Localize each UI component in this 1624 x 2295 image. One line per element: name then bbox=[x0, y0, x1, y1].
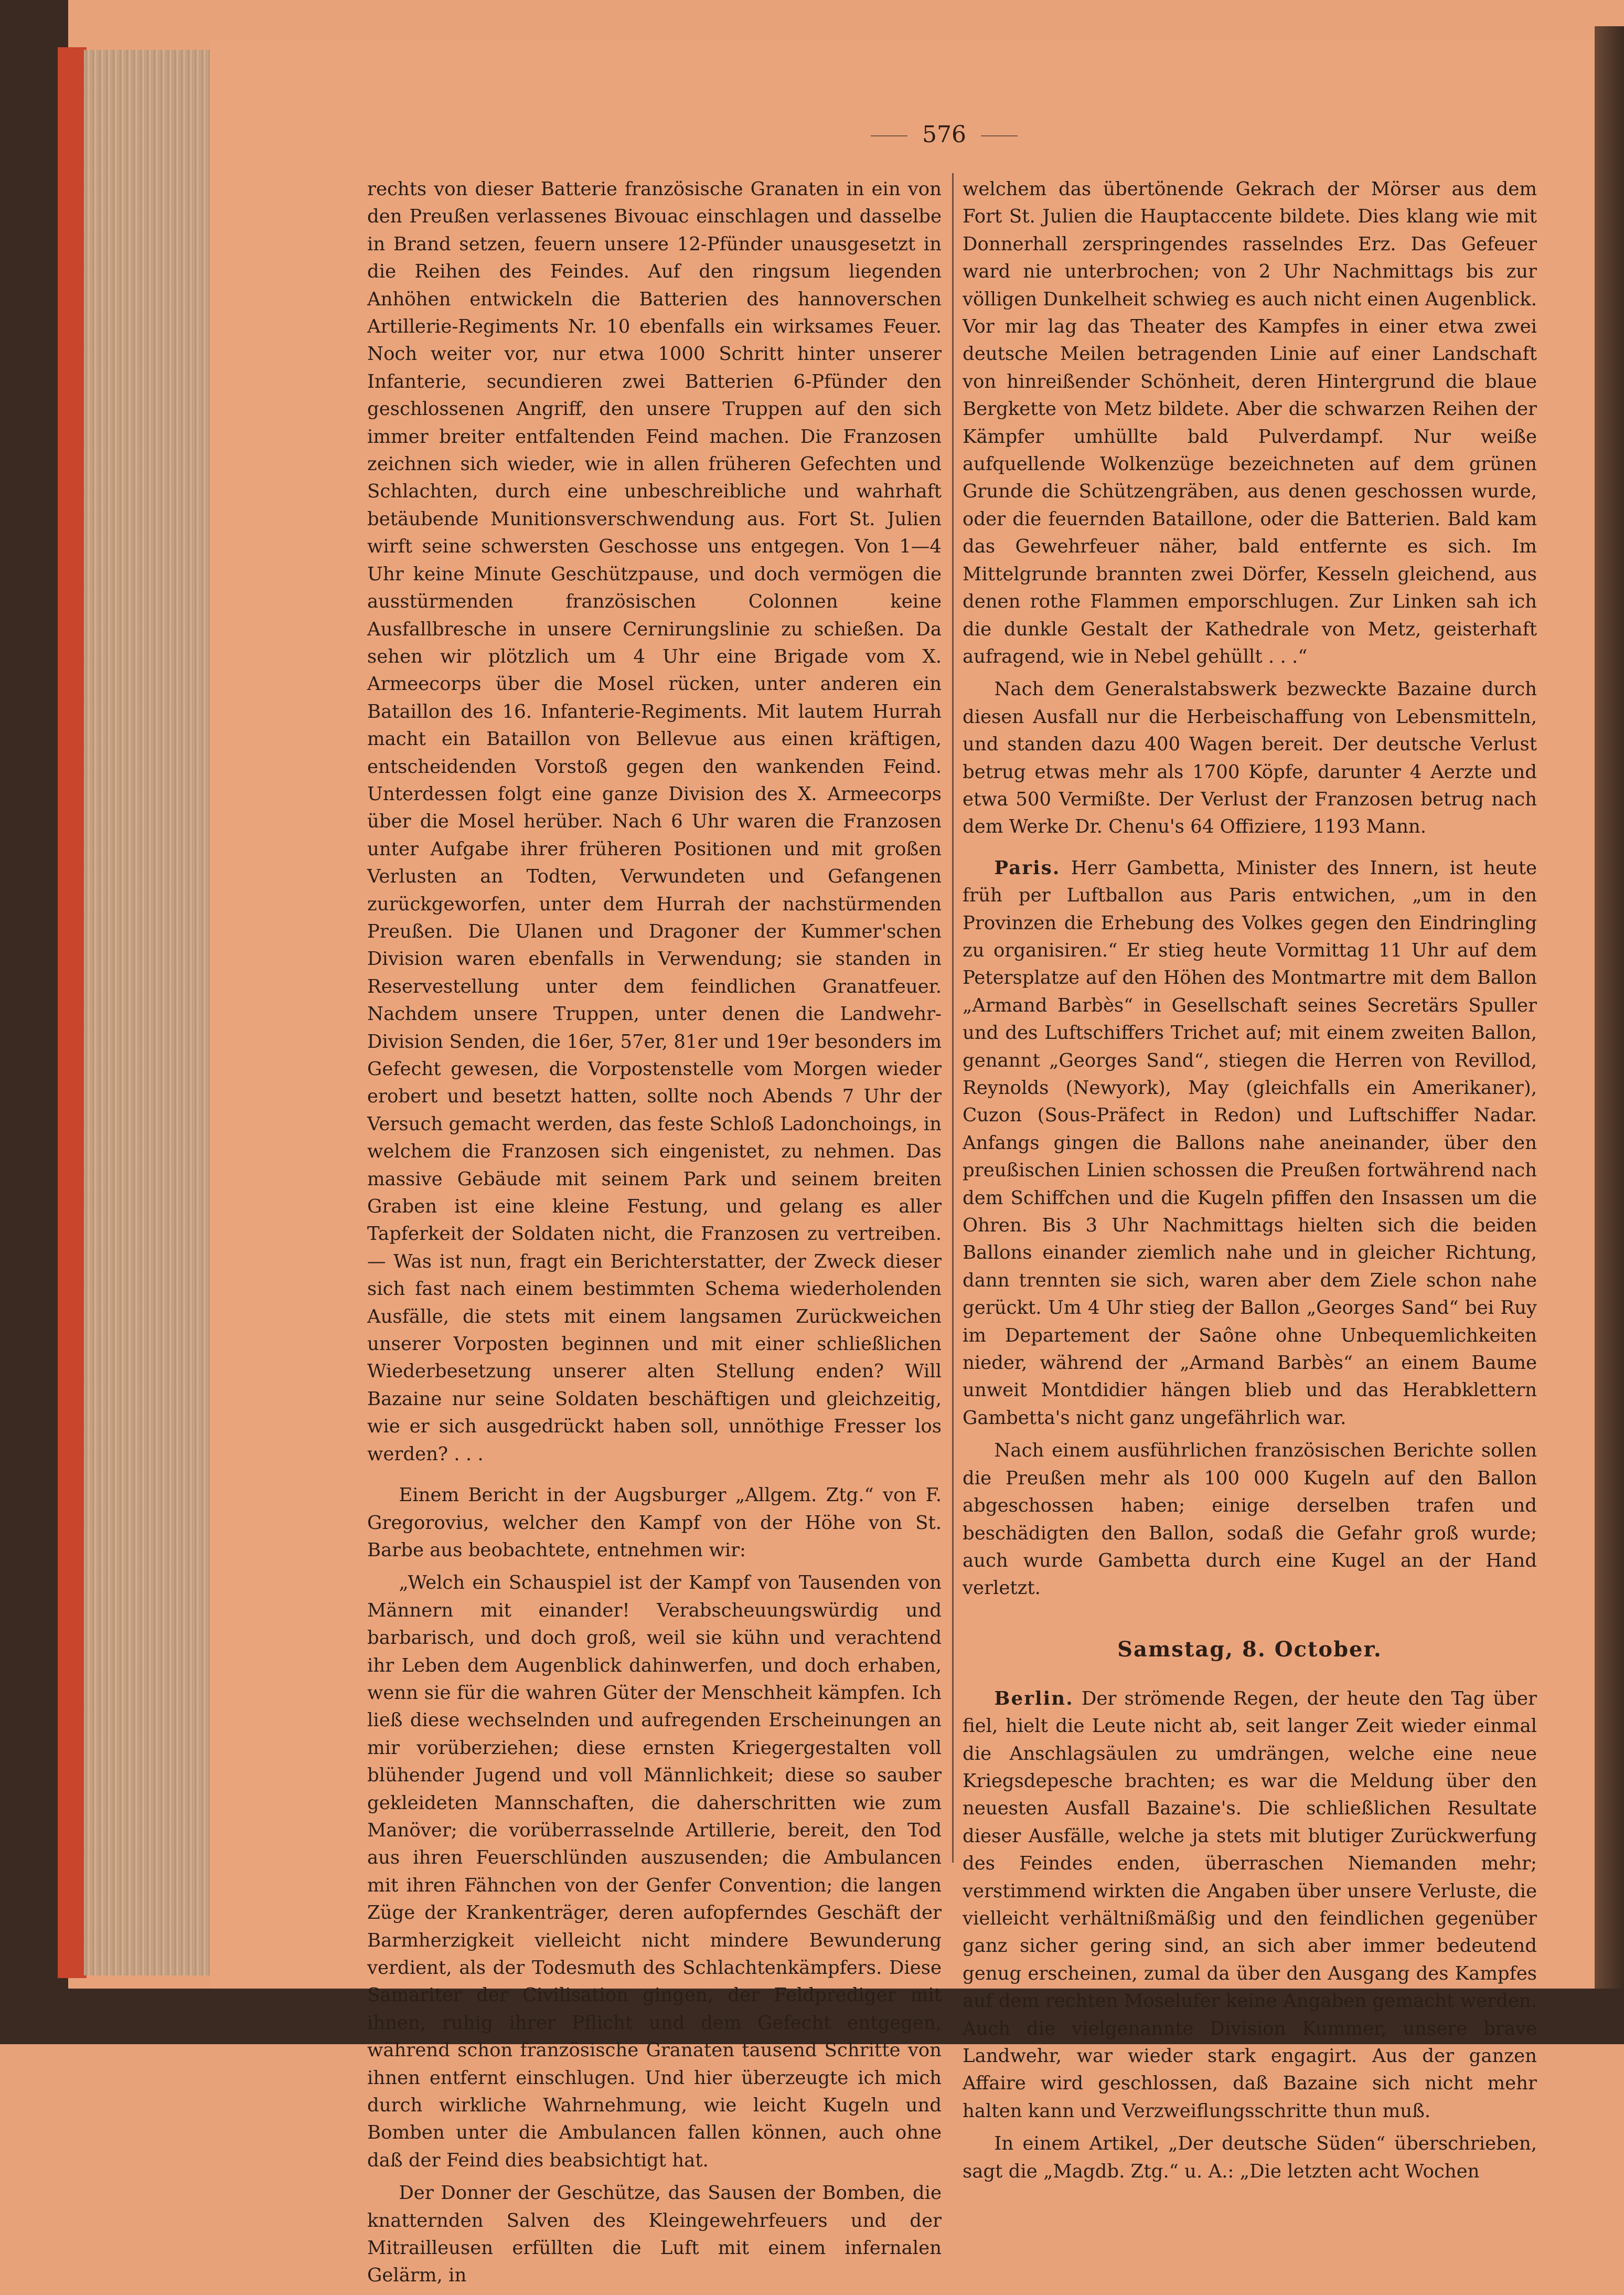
paragraph-gregorovius-quote: „Welch ein Schauspiel ist der Kampf von Tausenden von Männern mit einander! Verabscheuungswürdig und barbarisch, und doch groß, weil sie kühn und verachtend ihr Leben dem Augenblick dahinwerfen, und doch erhaben, wenn sie für die wahren Güter der Menschheit kämpfen. Ich ließ diese wechselnden und aufregenden Erscheinungen an mir vorüberziehen; diese ernsten Kriegergestalten voll blühender Jugend und voll Männlichkeit; diese so sauber gekleideten Mannschaften, die daherschritten wie zum Manöver; die vorüberrasselnde Artillerie, bereit, den Tod aus ihren Feuerschlünden auszusenden; die Ambulancen mit ihren Fähnchen von der Genfer Convention; die langen Züge der Krankenträger, deren aufopferndes Geschäft der Barmherzigkeit vielleicht nicht mindere Bewunderung verdient, als der Todesmuth des Schlachtenkämpfers. Diese Samariter der Civilisation gingen, der Feldprediger mit ihnen, ruhig ihrer Pflicht und dem Gefecht entgegen, während schon französische Granaten tausend Schritte von ihnen entfernt einschlugen. Und hier überzeugte ich mich durch wirkliche Wahrnehmung, wie leicht Kugeln und Bomben unter die Ambulancen fallen können, auch ohne daß der Feind dies beabsichtigt hat. bbox=[367, 1572, 942, 2171]
paragraph-berlin-dispatch bbox=[963, 1685, 1537, 2126]
paragraph-magdeburg-article: In einem Artikel, „Der deutsche Süden“ überschrieben, sagt die „Magdb. Ztg.“ u. A.: „Die letzten acht Wochen bbox=[963, 2133, 1537, 2182]
page-number-rule-right bbox=[981, 135, 1018, 136]
paris-dispatch-text: Herr Gambetta, Minister des Innern, ist heute früh per Luftballon aus Paris entwichen, „um in den Provinzen die Erhebung des Volkes gegen den Eindringling zu organisiren.“ Er stieg heute Vormittag 11 Uhr auf dem Petersplatze auf den Höhen des Montmartre mit dem Ballon „Armand Barbès“ in Gesellschaft seines Secretärs Spuller und des Luftschiffers Trichet auf; mit einem zweiten Ballon, genannt „Georges Sand“, stiegen die Herren von Revillod, Reynolds (Newyork), May (gleichfalls ein Amerikaner), Cuzon (Sous-Präfect in Redon) und Luftschiffer Nadar. Anfangs gingen die Ballons nahe aneinander, über den preußischen Linien schossen die Preußen fortwährend nach dem Schiffchen und die Kugeln pfiffen den Insassen um die Ohren. Bis 3 Uhr Nachmittags hielten sich die beiden Ballons einander ziemlich nahe und in gleicher Richtung, dann trennten sie sich, waren aber dem Ziele schon nahe gerückt. Um 4 Uhr stieg der Ballon „Georges Sand“ bei Ruy im Departement der Saône ohne Unbequemlichkeiten nieder, während der „Armand Barbès“ an einem Baume unweit Montdidier hängen blieb und das Herabklettern Gambetta's nicht ganz ungefährlich war. bbox=[963, 857, 1537, 1429]
page-edges-stack bbox=[84, 50, 220, 1975]
paragraph-thunder-of-guns: Der Donner der Geschütze, das Sausen der Bomben, die knatternden Salven des Kleingewehrfeuers und der Mitrailleusen erfüllten die Luft mit einem infernalen Gelärm, in bbox=[367, 2182, 942, 2287]
paragraph-paris-dispatch bbox=[963, 855, 1537, 1432]
left-column bbox=[367, 176, 942, 2295]
facing-page-edge bbox=[1595, 26, 1624, 2044]
paragraph-generalstab: Nach dem Generalstabswerk bezweckte Bazaine durch diesen Ausfall nur die Herbeischaffung von Lebensmitteln, und standen dazu 400 Wagen bereit. Der deutsche Verlust betrug etwas mehr als 1700 Köpfe, darunter 4 Aerzte und etwa 500 Vermißte. Der Verlust der Franzosen betrug nach dem Werke Dr. Chenu's 64 Offiziere, 1193 Mann. bbox=[963, 678, 1537, 838]
page-number: 576 bbox=[922, 121, 966, 148]
paragraph-quote-continuation: welchem das übertönende Gekrach der Mörser aus dem Fort St. Julien die Hauptaccente bildete. Dies klang wie mit Donnerhall zerspringendes rasselndes Erz. Das Gefeuer ward nie unterbrochen; von 2 Uhr Nachmittags bis zur völligen Dunkelheit schwieg es auch nicht einen Augenblick. Vor mir lag das Theater des Kampfes in einer etwa zwei deutsche Meilen betragenden Linie auf einer Landschaft von hinreißender Schönheit, deren Hintergrund die blaue Bergkette von Metz bildete. Aber die schwarzen Reihen der Kämpfer umhüllte bald Pulverdampf. Nur weiße aufquellende Wolkenzüge bezeichneten auf dem grünen Grunde die Schützengräben, aus denen geschossen wurde, oder die feuernden Bataillone, oder die Batterien. Bald kam das Gewehrfeuer näher, bald entfernte es sich. Im Mittelgrunde brannten zwei Dörfer, Kesseln gleichend, aus denen rothe Flammen emporschlugen. Zur Linken sah ich die dunkle Gestalt der Kathedrale von Metz, geisterhaft aufragend, wie in Nebel gehüllt . . .“ bbox=[963, 178, 1537, 667]
paragraph-balloon-shots: Nach einem ausführlichen französischen Berichte sollen die Preußen mehr als 100 000 Kugeln auf den Ballon abgeschossen haben; einige derselben trafen und beschädigten den Ballon, sodaß die Gefahr groß wurde; auch wurde Gambetta durch eine Kugel an der Hand verletzt. bbox=[963, 1440, 1537, 1599]
book-binding-red bbox=[58, 47, 87, 1978]
paragraph-battle-report: rechts von dieser Batterie französische Granaten in ein von den Preußen verlassenes Bivouac einschlagen und dasselbe in Brand setzen, feuern unsere 12-Pfünder unausgesetzt in die Reihen des Feindes. Auf den ringsum liegenden Anhöhen entwickeln die Batterien des hannoverschen Artillerie-Regiments Nr. 10 ebenfalls ein wirksames Feuer. Noch weiter vor, nur etwa 1000 Schritt hinter unserer Infanterie, secundieren zwei Batterien 6-Pfünder den geschlossenen Angriff, den unsere Truppen auf den sich immer breiter entfaltenden Feind machen. Die Franzosen zeichnen sich wieder, wie in allen früheren Gefechten und Schlachten, durch eine unbeschreibliche und wahrhaft betäubende Munitionsverschwendung aus. Fort St. Julien wirft seine schwersten Geschosse uns entgegen. Von 1—4 Uhr keine Minute Geschützpause, und doch vermögen die ausstürmenden französischen Colonnen keine Ausfallbresche in unsere Cernirungslinie zu schießen. Da sehen wir plötzlich um 4 Uhr eine Brigade vom X. Armeecorps über die Mosel rücken, unter anderen ein Bataillon des 16. Infanterie-Regiments. Mit lautem Hurrah macht ein Bataillon von Bellevue aus einen kräftigen, entscheidenden Vorstoß gegen den wankenden Feind. Unterdessen folgt eine ganze Division des X. Armeecorps über die Mosel herüber. Nach 6 Uhr waren die Franzosen unter Aufgabe ihrer früheren Positionen und mit großen Verlusten an Todten, Verwundeten und Gefangenen zurückgeworfen, unter dem Hurrah der nachstürmenden Preußen. Die Ulanen und Dragoner der Kummer'schen Division waren ebenfalls in Verwendung; sie standen in Reservestellung unter dem feindlichen Granatfeuer. Nachdem unsere Truppen, unter denen die Landwehr-Division Senden, die 16er, 57er, 81er und 19er besonders im Gefecht gewesen, die Vorpostenstelle vom Morgen wieder erobert und besetzt hatten, sollte noch Abends 7 Uhr der Versuch gemacht werden, das feste Schloß Ladonchoings, in welchem die Franzosen sich eingenistet, zu nehmen. Das massive Gebäude mit seinem Park und seinem breiten Graben ist eine kleine Festung, und gelang es aller Tapferkeit der Soldaten nicht, die Franzosen zu vertreiben. — Was ist nun, fragt ein Berichterstatter, der Zweck dieser sich fast nach einem bestimmten Schema wiederholenden Ausfälle, die stets mit einem langsamen Zurückweichen unserer Vorposten beginnen und mit einer schließlichen Wiederbesetzung unserer alten Stellung enden? Will Bazaine nur seine Soldaten beschäftigen und gleichzeitig, wie er sich ausgedrückt haben soll, unnöthige Fresser los werden? . . . bbox=[367, 178, 942, 1465]
place-berlin: Berlin. bbox=[994, 1687, 1074, 1709]
column-divider bbox=[952, 173, 954, 1863]
paragraph-gregorovius-intro: Einem Bericht in der Augsburger „Allgem. Ztg.“ von F. Gregorovius, welcher den Kampf von der Höhe von St. Barbe aus beobachtete, entnehmen wir: bbox=[367, 1484, 942, 1561]
berlin-dispatch-text: Der strömende Regen, der heute den Tag über fiel, hielt die Leute nicht ab, seit langer Zeit wieder einmal die Anschlagsäulen zu umdrängen, welche eine neue Kriegsdepesche brachten; es war die Meldung über den neuesten Ausfall Bazaine's. Die schließlichen Resultate dieser Ausfälle, welche ja stets mit blutiger Zurückwerfung des Feindes enden, überraschen Niemanden mehr; verstimmend wirkten die Angaben über unsere Verluste, die vielleicht verhältnißmäßig und den feindlichen gegenüber ganz sicher gering sind, an sich aber immer bedeutend genug erscheinen, zumal da über den Ausgang des Kampfes auf dem rechten Moselufer keine Angaben gemacht werden. Auch die vielgenannte Division Kummer, unsere brave Landwehr, war wieder stark engagirt. Aus der ganzen Affaire wird geschlossen, daß Bazaine sich nicht mehr halten kann und Verzweiflungsschritte thun muß. bbox=[963, 1687, 1537, 2122]
right-column bbox=[963, 176, 1537, 2191]
date-heading: Samstag, 8. October. bbox=[1117, 1637, 1382, 1662]
place-paris: Paris. bbox=[994, 857, 1061, 879]
